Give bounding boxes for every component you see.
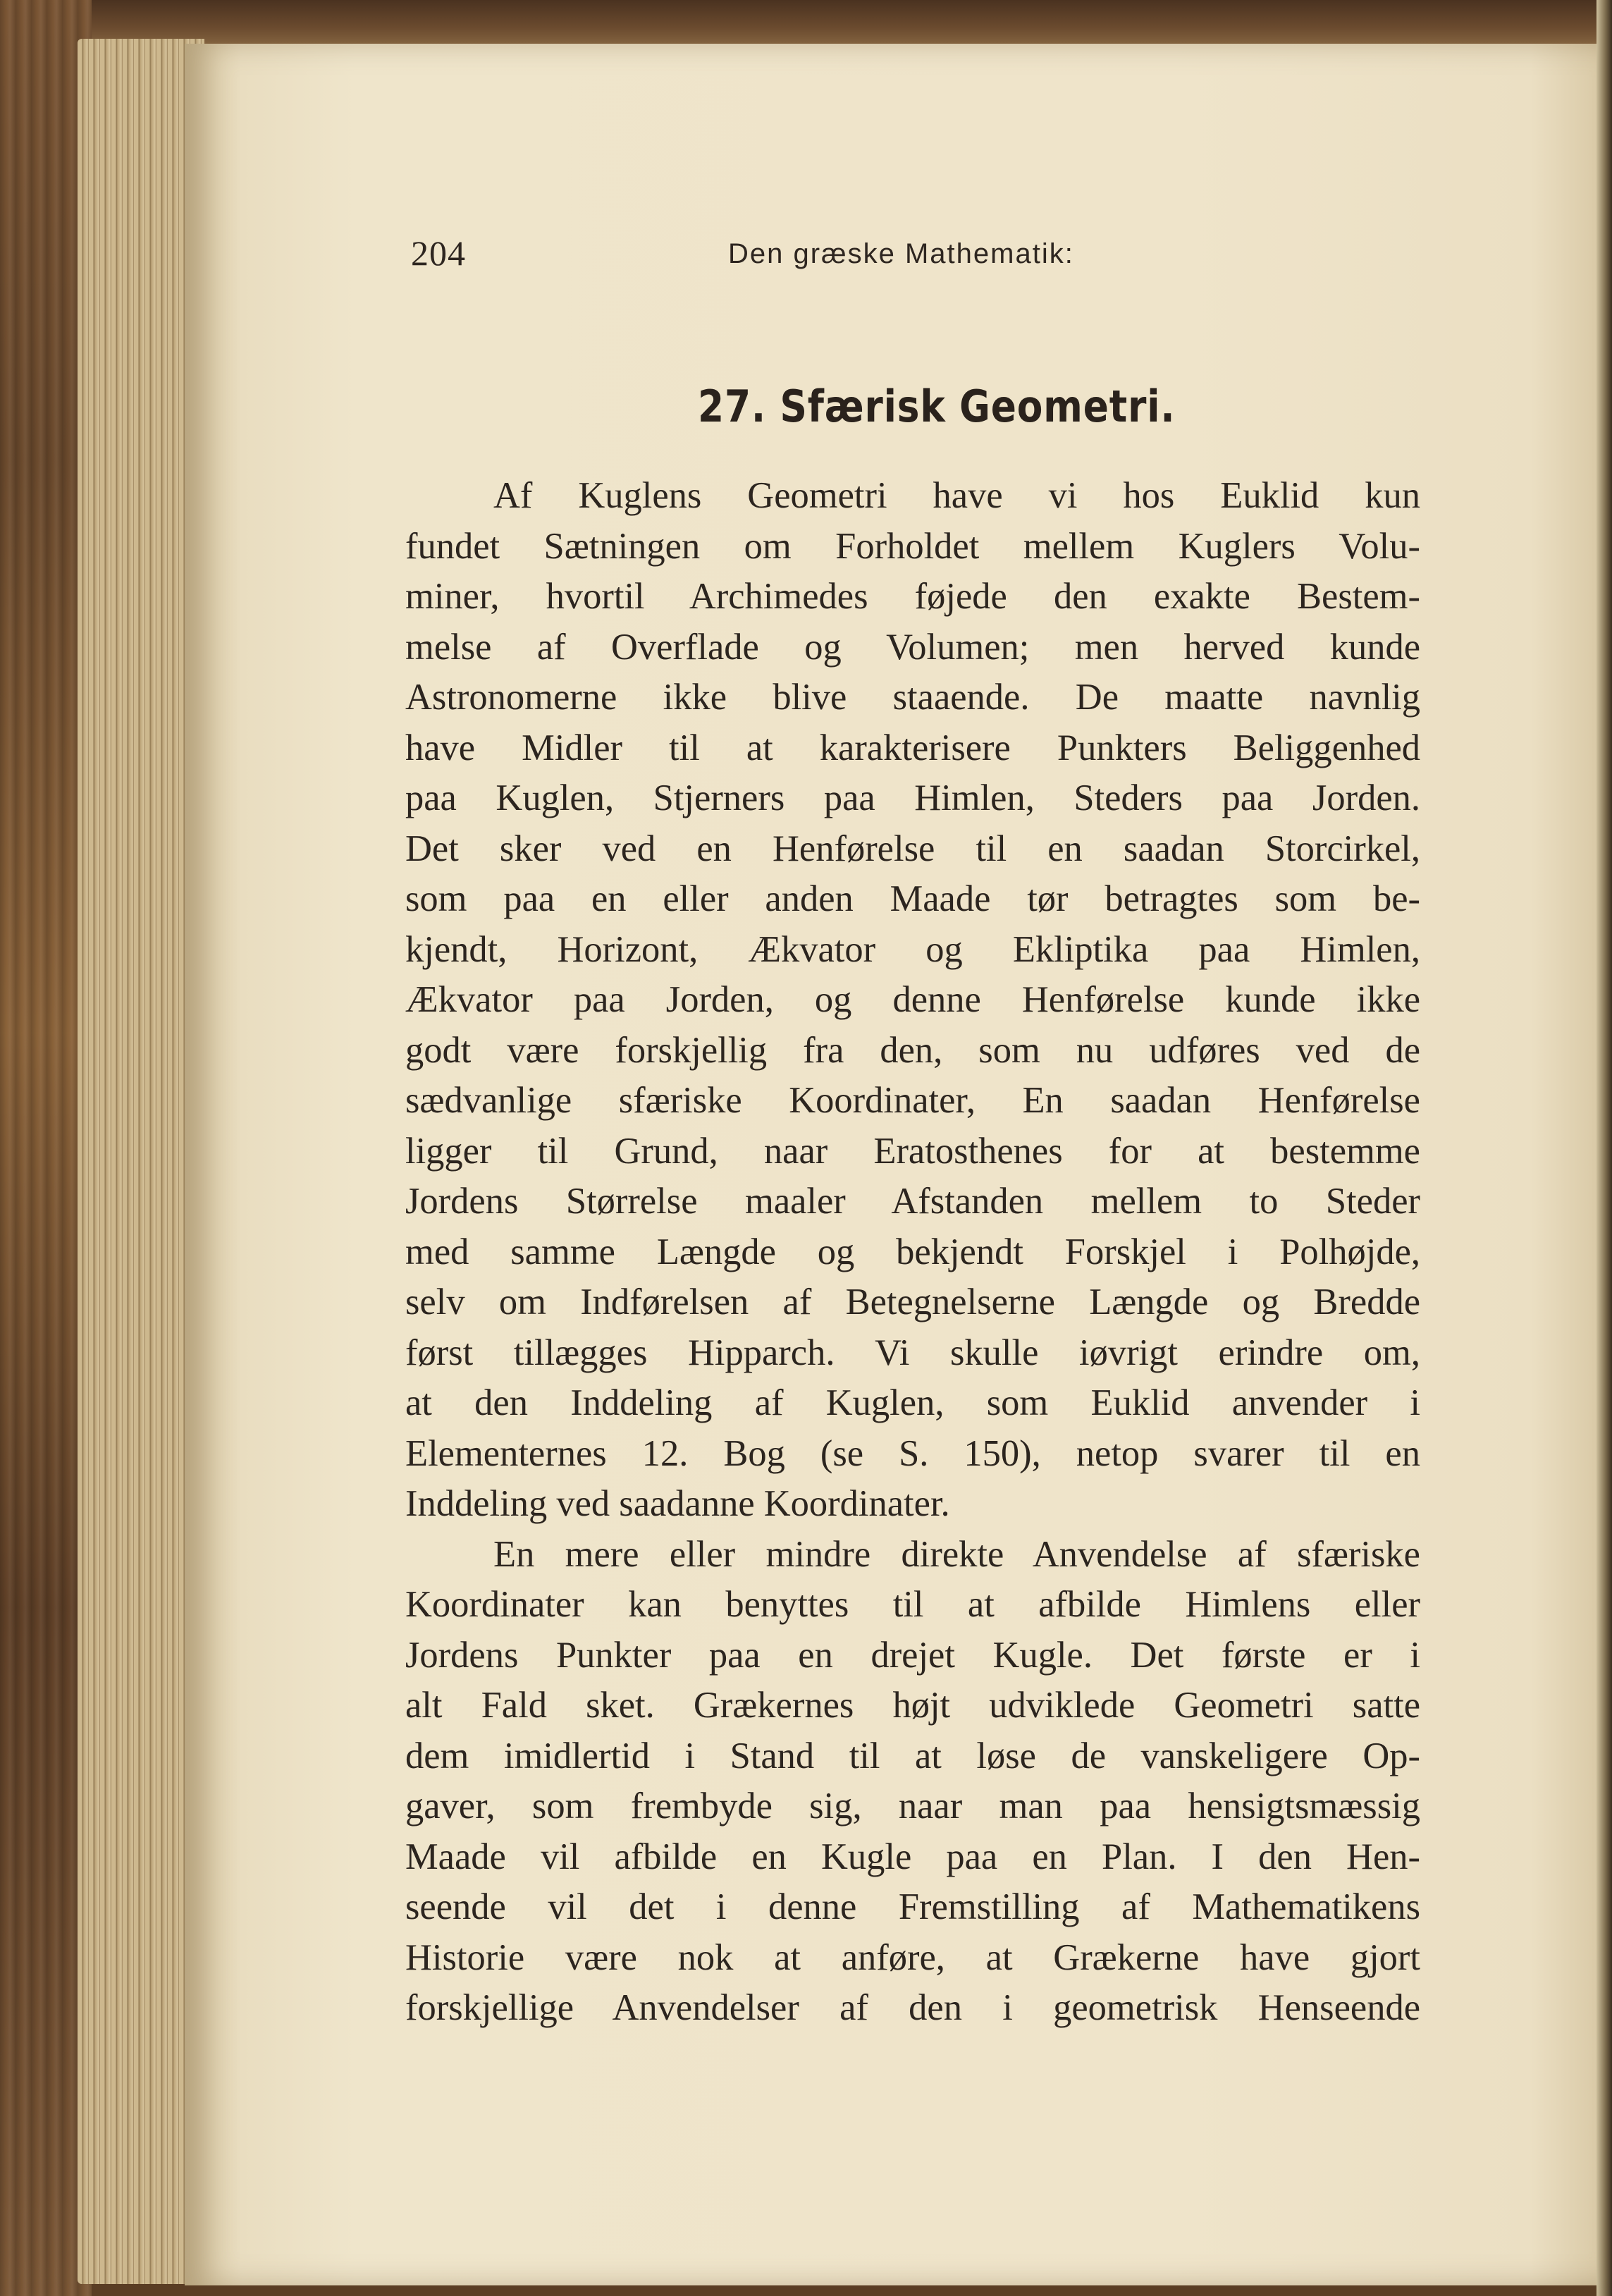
text-line: Ækvator paa Jorden, og denne Henførelse kunde ikke: [405, 979, 1420, 1020]
book-cover-top-edge: [0, 0, 1612, 49]
text-line: melse af Overflade og Volumen; men herved kunde: [405, 626, 1420, 668]
text-line: ligger til Grund, naar Eratosthenes for at bestemme: [405, 1130, 1420, 1172]
paragraph-1: [405, 471, 1420, 1530]
page-number: 204: [411, 233, 466, 273]
text-line: Jordens Størrelse maaler Afstanden mellem to Steder: [405, 1181, 1420, 1222]
text-line: som paa en eller anden Maade tør betragtes som be-: [405, 878, 1420, 919]
body-text: [405, 471, 1420, 2034]
text-line: Astronomerne ikke blive staaende. De maatte navnlig: [405, 677, 1420, 718]
text-line: have Midler til at karakterisere Punkters Beliggenhed: [405, 727, 1420, 768]
text-line: Jordens Punkter paa en drejet Kugle. Det første er i: [405, 1634, 1420, 1676]
text-line: med samme Længde og bekjendt Forskjel i Polhøjde,: [405, 1231, 1420, 1272]
text-line: gaver, som frembyde sig, naar man paa hensigtsmæssig: [405, 1786, 1420, 1827]
text-line: at den Inddeling af Kuglen, som Euklid anvender i: [405, 1382, 1420, 1423]
text-line: dem imidlertid i Stand til at løse de vanskeligere Op-: [405, 1735, 1420, 1776]
running-title: Den græske Mathematik:: [728, 238, 1074, 269]
text-line: selv om Indførelsen af Betegnelserne Længde og Bredde: [405, 1282, 1420, 1322]
text-line: forskjellige Anvendelser af den i geometrisk Henseende: [405, 1987, 1420, 2028]
text-line: Maade vil afbilde en Kugle paa en Plan. I den Hen-: [405, 1836, 1420, 1877]
page-right-edge: [1596, 0, 1612, 2296]
text-line: først tillægges Hipparch. Vi skulle iøvrigt erindre om,: [405, 1332, 1420, 1373]
text-line: paa Kuglen, Stjerners paa Himlen, Steders paa Jorden.: [405, 778, 1420, 818]
text-line: En mere eller mindre direkte Anvendelse af sfæriske: [493, 1533, 1420, 1575]
text-line: Inddeling ved saadanne Koordinater.: [405, 1483, 950, 1524]
text-line: Elementernes 12. Bog (se S. 150), netop svarer til en: [405, 1432, 1420, 1474]
text-line: Det sker ved en Henførelse til en saadan Storcirkel,: [405, 828, 1420, 869]
text-line: miner, hvortil Archimedes føjede den exakte Bestem-: [405, 576, 1420, 617]
text-line: fundet Sætningen om Forholdet mellem Kuglers Volu-: [405, 525, 1420, 567]
text-line: seende vil det i denne Fremstilling af Mathematikens: [405, 1886, 1420, 1927]
text-line: alt Fald sket. Grækernes højt udviklede Geometri satte: [405, 1685, 1420, 1726]
page-header: [411, 233, 1415, 275]
text-line: godt være forskjellig fra den, som nu udføres ved de: [405, 1029, 1420, 1071]
text-line: kjendt, Horizont, Ækvator og Ekliptika paa Himlen,: [405, 928, 1420, 970]
text-line: Historie være nok at anføre, at Grækerne have gjort: [405, 1936, 1420, 1978]
text-line: Af Kuglens Geometri have vi hos Euklid kun: [493, 475, 1420, 516]
text-line: sædvanlige sfæriske Koordinater, En saadan Henførelse: [405, 1080, 1420, 1121]
section-title: 27. Sfærisk Geometri.: [698, 381, 1176, 432]
text-line: Koordinater kan benyttes til at afbilde Himlens eller: [405, 1584, 1420, 1625]
paragraph-2: [405, 1530, 1420, 2034]
